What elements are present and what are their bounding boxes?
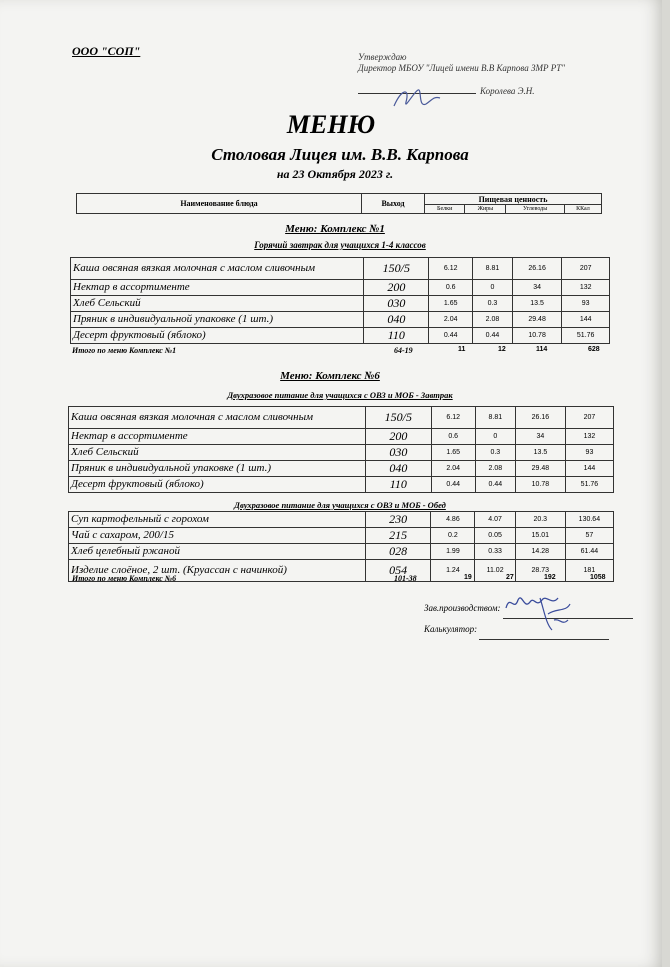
dish-carbs: 15.01 xyxy=(515,528,565,544)
dish-carbs: 29.48 xyxy=(512,312,562,328)
dish-kcal: 61.44 xyxy=(565,544,613,560)
dish-name: Нектар в ассортименте xyxy=(69,429,366,445)
dish-yield: 040 xyxy=(364,312,429,328)
dish-carbs: 13.5 xyxy=(515,445,565,461)
dish-protein: 1.65 xyxy=(431,445,475,461)
dish-name: Каша овсяная вязкая молочная с маслом сливочным xyxy=(69,407,366,429)
header-nutrition: Пищевая ценность xyxy=(425,194,602,205)
dish-protein: 0.2 xyxy=(431,528,475,544)
table-row xyxy=(69,445,614,461)
table-row xyxy=(71,258,610,280)
dish-protein: 1.65 xyxy=(429,296,473,312)
manager-label: Зав.производством: xyxy=(424,603,501,613)
total-label: Итого по меню Комплекс №1 xyxy=(72,346,177,355)
organization-name: ООО "СОП" xyxy=(72,44,141,58)
dish-yield: 150/5 xyxy=(364,258,429,280)
table-row xyxy=(71,280,610,296)
dish-carbs: 34 xyxy=(515,429,565,445)
header-dish: Наименование блюда xyxy=(77,194,362,214)
table-row xyxy=(71,328,610,344)
dish-kcal: 207 xyxy=(562,258,610,280)
dish-yield: 030 xyxy=(364,296,429,312)
dish-kcal: 93 xyxy=(562,296,610,312)
header-col: Белки xyxy=(425,205,465,214)
dish-yield: 054 xyxy=(365,560,430,582)
dish-protein: 0.6 xyxy=(429,280,473,296)
dish-protein: 6.12 xyxy=(431,407,475,429)
dish-carbs: 26.16 xyxy=(512,258,562,280)
table-row xyxy=(69,544,614,560)
dish-fat: 4.07 xyxy=(475,512,515,528)
dish-carbs: 28.73 xyxy=(515,560,565,582)
total-protein: 11 xyxy=(458,346,466,353)
menu6-lunch-table xyxy=(68,511,614,582)
header-yield: Выход xyxy=(362,194,425,214)
dish-fat: 0.05 xyxy=(475,528,515,544)
table-header xyxy=(76,193,602,214)
approval-name: Королева Э.Н. xyxy=(480,86,535,96)
dish-name: Десерт фруктовый (яблоко) xyxy=(69,477,366,493)
dish-kcal: 144 xyxy=(562,312,610,328)
dish-fat: 8.81 xyxy=(475,407,515,429)
header-col: Жиры xyxy=(465,205,506,214)
dish-kcal: 132 xyxy=(565,429,613,445)
dish-fat: 2.08 xyxy=(473,312,513,328)
dish-yield: 110 xyxy=(365,477,431,493)
dish-carbs: 20.3 xyxy=(515,512,565,528)
dish-carbs: 10.78 xyxy=(512,328,562,344)
menu1-title: Меню: Комплекс №1 xyxy=(285,223,385,235)
dish-carbs: 13.5 xyxy=(512,296,562,312)
dish-name: Изделие слоёное, 2 шт. (Круассан с начинкой) xyxy=(69,560,366,582)
menu1-subtitle: Горячий завтрак для учащихся 1-4 классов xyxy=(254,240,426,250)
dish-fat: 11.02 xyxy=(475,560,515,582)
dish-fat: 0.44 xyxy=(473,328,513,344)
dish-kcal: 57 xyxy=(565,528,613,544)
dish-name: Хлеб Сельский xyxy=(71,296,364,312)
total-kcal: 628 xyxy=(588,346,600,353)
dish-yield: 030 xyxy=(365,445,431,461)
dish-yield: 215 xyxy=(365,528,430,544)
dish-carbs: 10.78 xyxy=(515,477,565,493)
menu6-lunch-title: Двухразовое питание для учащихся с ОВЗ и МОБ - Обед xyxy=(234,500,446,510)
table-row xyxy=(69,429,614,445)
dish-yield: 200 xyxy=(364,280,429,296)
dish-protein: 2.04 xyxy=(431,461,475,477)
menu6-breakfast-title: Двухразовое питание для учащихся с ОВЗ и МОБ - Завтрак xyxy=(227,390,453,400)
total-carbs: 192 xyxy=(544,574,556,581)
dish-fat: 0.44 xyxy=(475,477,515,493)
table-row xyxy=(69,407,614,429)
dish-carbs: 29.48 xyxy=(515,461,565,477)
total-label: Итого по меню Комплекс №6 xyxy=(72,574,177,583)
dish-carbs: 34 xyxy=(512,280,562,296)
table-row xyxy=(71,296,610,312)
calculator-label: Калькулятор: xyxy=(424,624,478,634)
table-row xyxy=(69,512,614,528)
dish-fat: 0.33 xyxy=(475,544,515,560)
menu6-title: Меню: Комплекс №6 xyxy=(280,370,380,382)
table-row xyxy=(69,461,614,477)
dish-yield: 028 xyxy=(365,544,430,560)
dish-fat: 8.81 xyxy=(473,258,513,280)
menu6-breakfast-table xyxy=(68,406,614,493)
menu-date: на 23 Октября 2023 г. xyxy=(276,167,394,181)
total-carbs: 114 xyxy=(536,346,548,353)
dish-name: Пряник в индивидуальной упаковке (1 шт.) xyxy=(69,461,366,477)
dish-kcal: 132 xyxy=(562,280,610,296)
dish-yield: 040 xyxy=(365,461,431,477)
dish-yield: 230 xyxy=(365,512,430,528)
canteen-name: Столовая Лицея им. В.В. Карпова xyxy=(211,145,469,164)
header-col: Углеводы xyxy=(506,205,564,214)
dish-carbs: 14.28 xyxy=(515,544,565,560)
dish-kcal: 181 xyxy=(565,560,613,582)
menu-title: МЕНЮ xyxy=(286,110,376,139)
dish-name: Каша овсяная вязкая молочная с маслом сливочным xyxy=(71,258,364,280)
dish-kcal: 51.76 xyxy=(562,328,610,344)
dish-name: Пряник в индивидуальной упаковке (1 шт.) xyxy=(71,312,364,328)
dish-name: Чай с сахаром, 200/15 xyxy=(69,528,366,544)
dish-protein: 0.6 xyxy=(431,429,475,445)
table-row xyxy=(69,477,614,493)
dish-protein: 2.04 xyxy=(429,312,473,328)
dish-protein: 4.86 xyxy=(431,512,475,528)
dish-protein: 0.44 xyxy=(431,477,475,493)
total-protein: 19 xyxy=(464,574,472,581)
dish-name: Десерт фруктовый (яблоко) xyxy=(71,328,364,344)
dish-name: Хлеб Сельский xyxy=(69,445,366,461)
signatures-ink xyxy=(500,590,590,636)
menu1-table xyxy=(70,257,610,344)
dish-carbs: 26.16 xyxy=(515,407,565,429)
total-yield: 101-38 xyxy=(394,574,417,583)
dish-protein: 0.44 xyxy=(429,328,473,344)
header-col: ККал xyxy=(564,205,601,214)
dish-kcal: 130.64 xyxy=(565,512,613,528)
dish-kcal: 207 xyxy=(565,407,613,429)
dish-yield: 200 xyxy=(365,429,431,445)
total-fat: 12 xyxy=(498,346,506,353)
dish-kcal: 93 xyxy=(565,445,613,461)
dish-protein: 1.99 xyxy=(431,544,475,560)
dish-fat: 0.3 xyxy=(475,445,515,461)
dish-fat: 0.3 xyxy=(473,296,513,312)
dish-name: Нектар в ассортименте xyxy=(71,280,364,296)
dish-name: Хлеб целебный ржаной xyxy=(69,544,366,560)
dish-name: Суп картофельный с горохом xyxy=(69,512,366,528)
table-row xyxy=(69,528,614,544)
dish-kcal: 144 xyxy=(565,461,613,477)
dish-yield: 150/5 xyxy=(365,407,431,429)
total-yield: 64-19 xyxy=(394,346,413,355)
dish-fat: 2.08 xyxy=(475,461,515,477)
approval-line1: Утверждаю xyxy=(358,52,407,62)
total-fat: 27 xyxy=(506,574,514,581)
dish-kcal: 51.76 xyxy=(565,477,613,493)
dish-fat: 0 xyxy=(475,429,515,445)
dish-protein: 6.12 xyxy=(429,258,473,280)
table-row xyxy=(71,312,610,328)
dish-fat: 0 xyxy=(473,280,513,296)
dish-yield: 110 xyxy=(364,328,429,344)
approval-line2: Директор МБОУ "Лицей имени В.В Карпова ЗМР РТ" xyxy=(358,63,565,73)
total-kcal: 1058 xyxy=(590,574,606,581)
dish-protein: 1.24 xyxy=(431,560,475,582)
